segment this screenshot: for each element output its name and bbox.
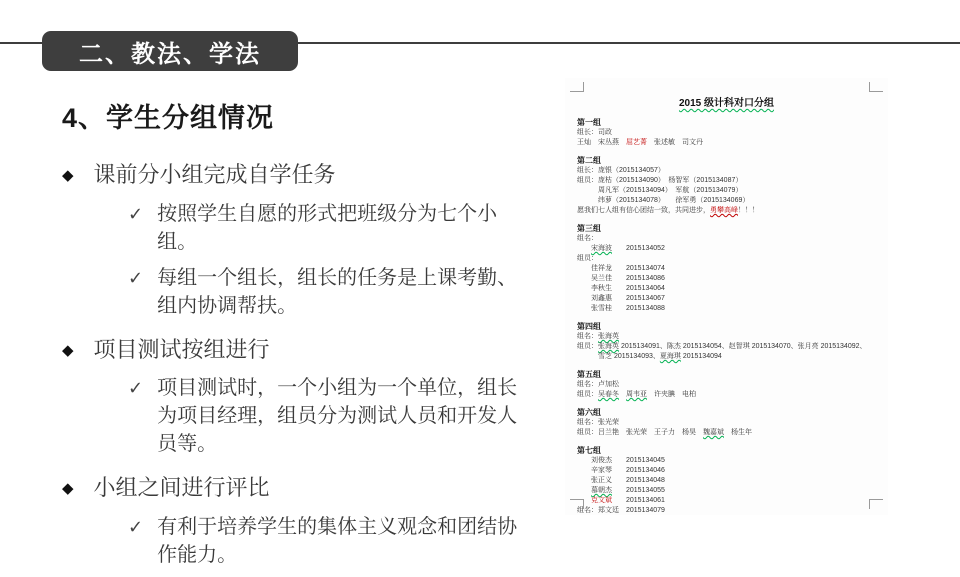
doc-group-header: 第二组: [577, 156, 601, 165]
bullet-label: 课前分小组完成自学任务: [93, 162, 336, 187]
check-icon: ✓: [128, 203, 144, 224]
diamond-bullet-icon: ◆: [62, 480, 74, 498]
doc-group-header: 第六组: [577, 408, 601, 417]
sub-bullet-label: 按照学生自愿的形式把班级分为七个小组。: [157, 202, 498, 253]
doc-group: [577, 445, 878, 516]
doc-line: 刘俊杰 2015134045: [577, 457, 665, 464]
sub-bullet-label: 每组一个组长，组长的任务是上课考勤、组内协调帮扶。: [157, 266, 518, 317]
doc-group: [577, 407, 878, 438]
doc-line: 宋海波 2015134052: [591, 245, 665, 252]
bullet-label: 项目测试按组进行: [93, 336, 270, 362]
crop-mark-icon: [869, 82, 883, 92]
sub-bullet-item: [128, 200, 540, 256]
check-icon: ✓: [128, 267, 144, 288]
doc-line: 组员：庞枯（2015134090） 杨智军（2015134087）: [577, 177, 743, 184]
diamond-bullet-icon: ◆: [62, 341, 74, 359]
page-title: 4、学生分组情况: [62, 103, 275, 133]
sub-bullet-item: [128, 264, 540, 320]
doc-group: [577, 369, 878, 400]
doc-line: 刘鑫惠 2015134067: [577, 295, 665, 302]
doc-line: 辛家琴 2015134046: [577, 467, 665, 474]
section-badge-label: 二、教法、学法: [79, 40, 261, 68]
bullet-label: 小组之间进行评比: [93, 475, 270, 501]
sub-bullet-label: 项目测试时，一个小组为一个单位，组长为项目经理，组员分为测试人员和开发人员等。: [157, 377, 518, 456]
sub-bullet-label: 有利于培养学生的集体主义观念和团结协作能力。: [157, 515, 518, 566]
check-icon: ✓: [128, 516, 144, 537]
bullet-item: [62, 474, 540, 503]
doc-group-header: 第四组: [577, 322, 601, 331]
doc-group-header: 第一组: [577, 118, 601, 127]
doc-line: 组名：郑文廷 2015134079: [577, 507, 665, 514]
crop-mark-icon: [570, 82, 584, 92]
doc-line: 组名：卢加松: [577, 381, 619, 388]
doc-line: 雪芝 2015134093、夏海琪 2015134094: [577, 353, 722, 360]
doc-group: [577, 155, 878, 216]
doc-line: 组员：: [577, 255, 598, 262]
doc-line: 组员：吕兰艳 张光荣 王子力 杨昊 魏嘉斌 杨生年: [577, 429, 752, 436]
doc-line: 张正义 2015134048: [577, 477, 665, 484]
doc-line: 组员：张海英 2015134091、陈杰 2015134054、赵智琪 2015134070、张月亮 2015134092、: [577, 343, 867, 350]
doc-line: 周凡军（2015134094） 军航（2015134079）: [577, 187, 743, 194]
grouping-document-image: [565, 78, 888, 515]
doc-line: 组员：吴春冬 周韦亚 许夹腆 电柏: [577, 391, 696, 398]
crop-mark-icon: [570, 499, 584, 509]
doc-line: 王灿 宋丛燕 屈艺菁 张述敏 司文丹: [577, 139, 703, 146]
bullet-item: [62, 336, 540, 365]
doc-line: 组名：张光荣: [577, 419, 619, 426]
doc-line: 组名：: [577, 235, 598, 242]
doc-group-header: 第三组: [577, 224, 601, 233]
section-badge: [42, 31, 298, 71]
doc-group-header: 第七组: [577, 446, 601, 455]
doc-group: [577, 117, 878, 148]
doc-line: 组长：司政: [577, 129, 612, 136]
sub-bullet-item: [128, 374, 540, 458]
doc-line: 组长：庞银（2015134057）: [577, 167, 665, 174]
doc-group: [577, 223, 878, 314]
doc-line: 佳祥龙 2015134074: [577, 265, 665, 272]
doc-line: 吴兰佳 2015134086: [577, 275, 665, 282]
doc-line: 克文斌 2015134061: [591, 497, 665, 504]
doc-line: 纬萝（2015134078） 徐军勇（2015134069）: [577, 197, 750, 204]
bullet-item: [62, 161, 540, 190]
doc-line: 愿我们七人组有信心团结一致，共同进步，勇攀高峰！！！: [577, 207, 759, 214]
check-icon: ✓: [128, 378, 144, 399]
doc-line: 组名：张海英: [577, 333, 619, 340]
document-body: [565, 117, 888, 516]
doc-group-header: 第五组: [577, 370, 601, 379]
diamond-bullet-icon: ◆: [62, 167, 74, 184]
slide-content: [62, 96, 540, 577]
crop-mark-icon: [869, 499, 883, 509]
doc-group: [577, 321, 878, 362]
doc-line: 张雪桂 2015134088: [577, 305, 665, 312]
doc-line: 李秋生 2015134064: [577, 285, 665, 292]
doc-line: 慕朝杰 2015134055: [591, 487, 665, 494]
sub-bullet-item: [128, 513, 540, 569]
document-title: 2015 级计科对口分组: [678, 98, 775, 109]
